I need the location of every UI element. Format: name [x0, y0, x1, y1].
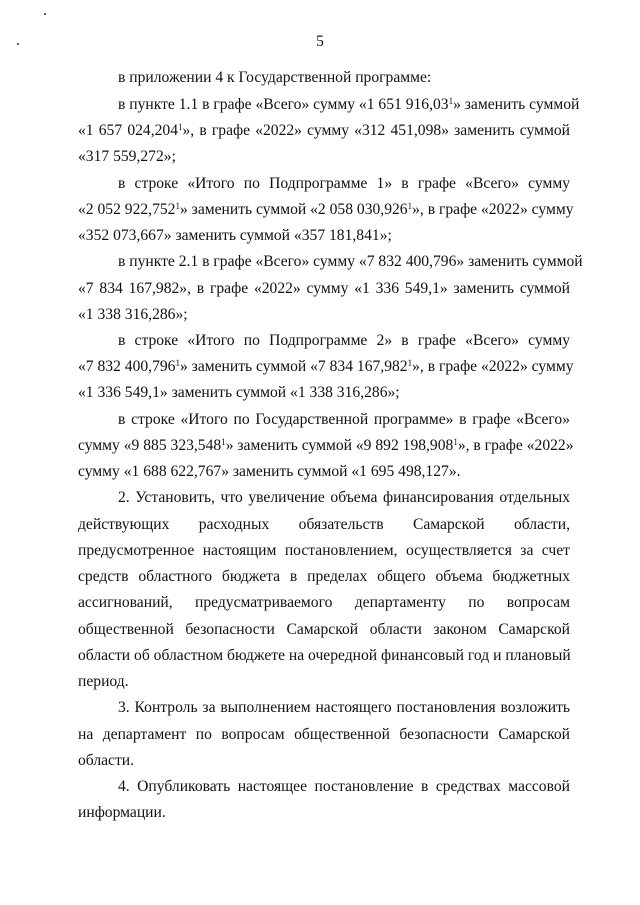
clause-2 — [118, 488, 570, 508]
paragraph-item-2-1 — [118, 252, 583, 272]
line-text: области. — [78, 752, 135, 769]
paragraph-item-1-1 — [118, 95, 580, 115]
line-text: «7 832 400,796 — [78, 358, 176, 375]
clause-2-line-2 — [78, 515, 570, 535]
line-text: », в графе «2022» сумму — [412, 201, 574, 218]
clause-2-line-3 — [78, 541, 570, 561]
line-text: предусмотренное настоящим постановлением, осуществляется за счет — [78, 542, 570, 559]
line-text: » заменить суммой «9 892 198,908 — [225, 437, 454, 454]
footnote-mark: 1 — [221, 437, 226, 447]
page-number: 5 — [316, 33, 324, 50]
paragraph-appendix-intro — [118, 68, 570, 88]
footnote-mark: 1 — [407, 201, 413, 211]
line-text: «317 559,272»; — [78, 148, 176, 165]
paragraph-item-2-1-line-2 — [78, 279, 570, 299]
line-text: области об областном бюджете на очередной финансовый год и плановый — [78, 647, 571, 664]
paragraph-total-program — [118, 410, 570, 430]
clause-3 — [118, 698, 570, 718]
paragraph-total-subprogram-1 — [118, 174, 570, 194]
line-text: сумму «9 885 323,548 — [78, 437, 222, 454]
line-text: в пункте 1.1 в графе «Всего» сумму «1 651 916,03 — [118, 96, 449, 113]
line-text: «1 338 316,286»; — [78, 306, 188, 323]
line-text: » заменить суммой «7 834 167,982 — [179, 358, 408, 375]
line-text: ассигнований, предусматриваемого департаменту по вопросам — [78, 594, 570, 611]
clause-2-line-6 — [78, 620, 570, 640]
paragraph-total-subprogram-2-line-2 — [78, 357, 574, 377]
footnote-mark: 1 — [178, 122, 183, 132]
clause-3-line-3 — [78, 751, 570, 771]
paragraph-total-subprogram-2 — [118, 331, 570, 351]
line-text: «7 834 167,982», в графе «2022» сумму «1 336 549,1» заменить суммой — [78, 280, 570, 297]
footnote-mark: 1 — [175, 358, 180, 368]
paragraph-total-program-line-3 — [78, 462, 570, 482]
line-text: «1 336 549,1» заменить суммой «1 338 316,286»; — [78, 384, 400, 401]
line-text: в строке «Итого по Подпрограмме 1» в графе «Всего» сумму — [118, 175, 570, 192]
line-text: «2 052 922,752 — [78, 201, 176, 218]
paragraph-total-subprogram-2-line-3 — [78, 383, 570, 403]
clause-4 — [118, 777, 570, 797]
line-text: », в графе «2022» сумму — [412, 358, 574, 375]
line-text: » заменить суммой «2 058 030,926 — [179, 201, 408, 218]
line-text: информации. — [78, 804, 166, 821]
paragraph-item-1-1-line-2 — [78, 121, 570, 141]
line-text: период. — [78, 673, 129, 690]
clause-4-line-2 — [78, 803, 570, 823]
line-text: 4. Опубликовать настоящее постановление в средствах массовой — [118, 778, 570, 795]
paragraph-total-subprogram-1-line-3 — [78, 226, 570, 246]
line-text: », в графе «2022» — [457, 437, 574, 454]
clause-2-line-8 — [78, 672, 570, 692]
clause-2-line-5 — [78, 593, 570, 613]
paragraph-total-subprogram-1-line-2 — [78, 200, 574, 220]
line-text: », в графе «2022» сумму «312 451,098» заменить суммой — [182, 122, 570, 139]
line-text: «1 657 024,204 — [78, 122, 178, 139]
footnote-mark: 1 — [175, 201, 180, 211]
line-text: на департамент по вопросам общественной безопасности Самарской — [78, 726, 570, 743]
line-text: действующих расходных обязательств Самарской области, — [78, 516, 570, 533]
paragraph-total-program-line-2 — [78, 436, 574, 456]
footnote-mark: 1 — [453, 437, 458, 447]
line-text: » заменить суммой — [453, 96, 580, 113]
clause-2-line-4 — [78, 567, 570, 587]
line-text: средств областного бюджета в пределах общего объема бюджетных — [78, 568, 570, 585]
line-text: «352 073,667» заменить суммой «357 181,841»; — [78, 227, 392, 244]
line-text: сумму «1 688 622,767» заменить суммой «1 695 498,127». — [78, 463, 461, 480]
footnote-mark: 1 — [407, 358, 413, 368]
line-text: 3. Контроль за выполнением настоящего постановления возложить — [118, 699, 570, 716]
line-text: в пункте 2.1 в графе «Всего» сумму «7 832 400,796» заменить суммой — [118, 253, 583, 270]
line-text: в приложении 4 к Государственной программе: — [118, 69, 432, 86]
line-text: в строке «Итого по Государственной программе» в графе «Всего» — [118, 411, 570, 428]
line-text: 2. Установить, что увеличение объема финансирования отдельных — [118, 489, 570, 506]
scan-speck — [44, 13, 46, 15]
line-text: общественной безопасности Самарской области законом Самарской — [78, 621, 570, 638]
clause-2-line-7 — [78, 646, 570, 666]
paragraph-item-1-1-line-3 — [78, 147, 570, 167]
paragraph-item-2-1-line-3 — [78, 305, 570, 325]
line-text: в строке «Итого по Подпрограмме 2» в графе «Всего» сумму — [118, 332, 570, 349]
footnote-mark: 1 — [448, 96, 454, 106]
clause-3-line-2 — [78, 725, 570, 745]
